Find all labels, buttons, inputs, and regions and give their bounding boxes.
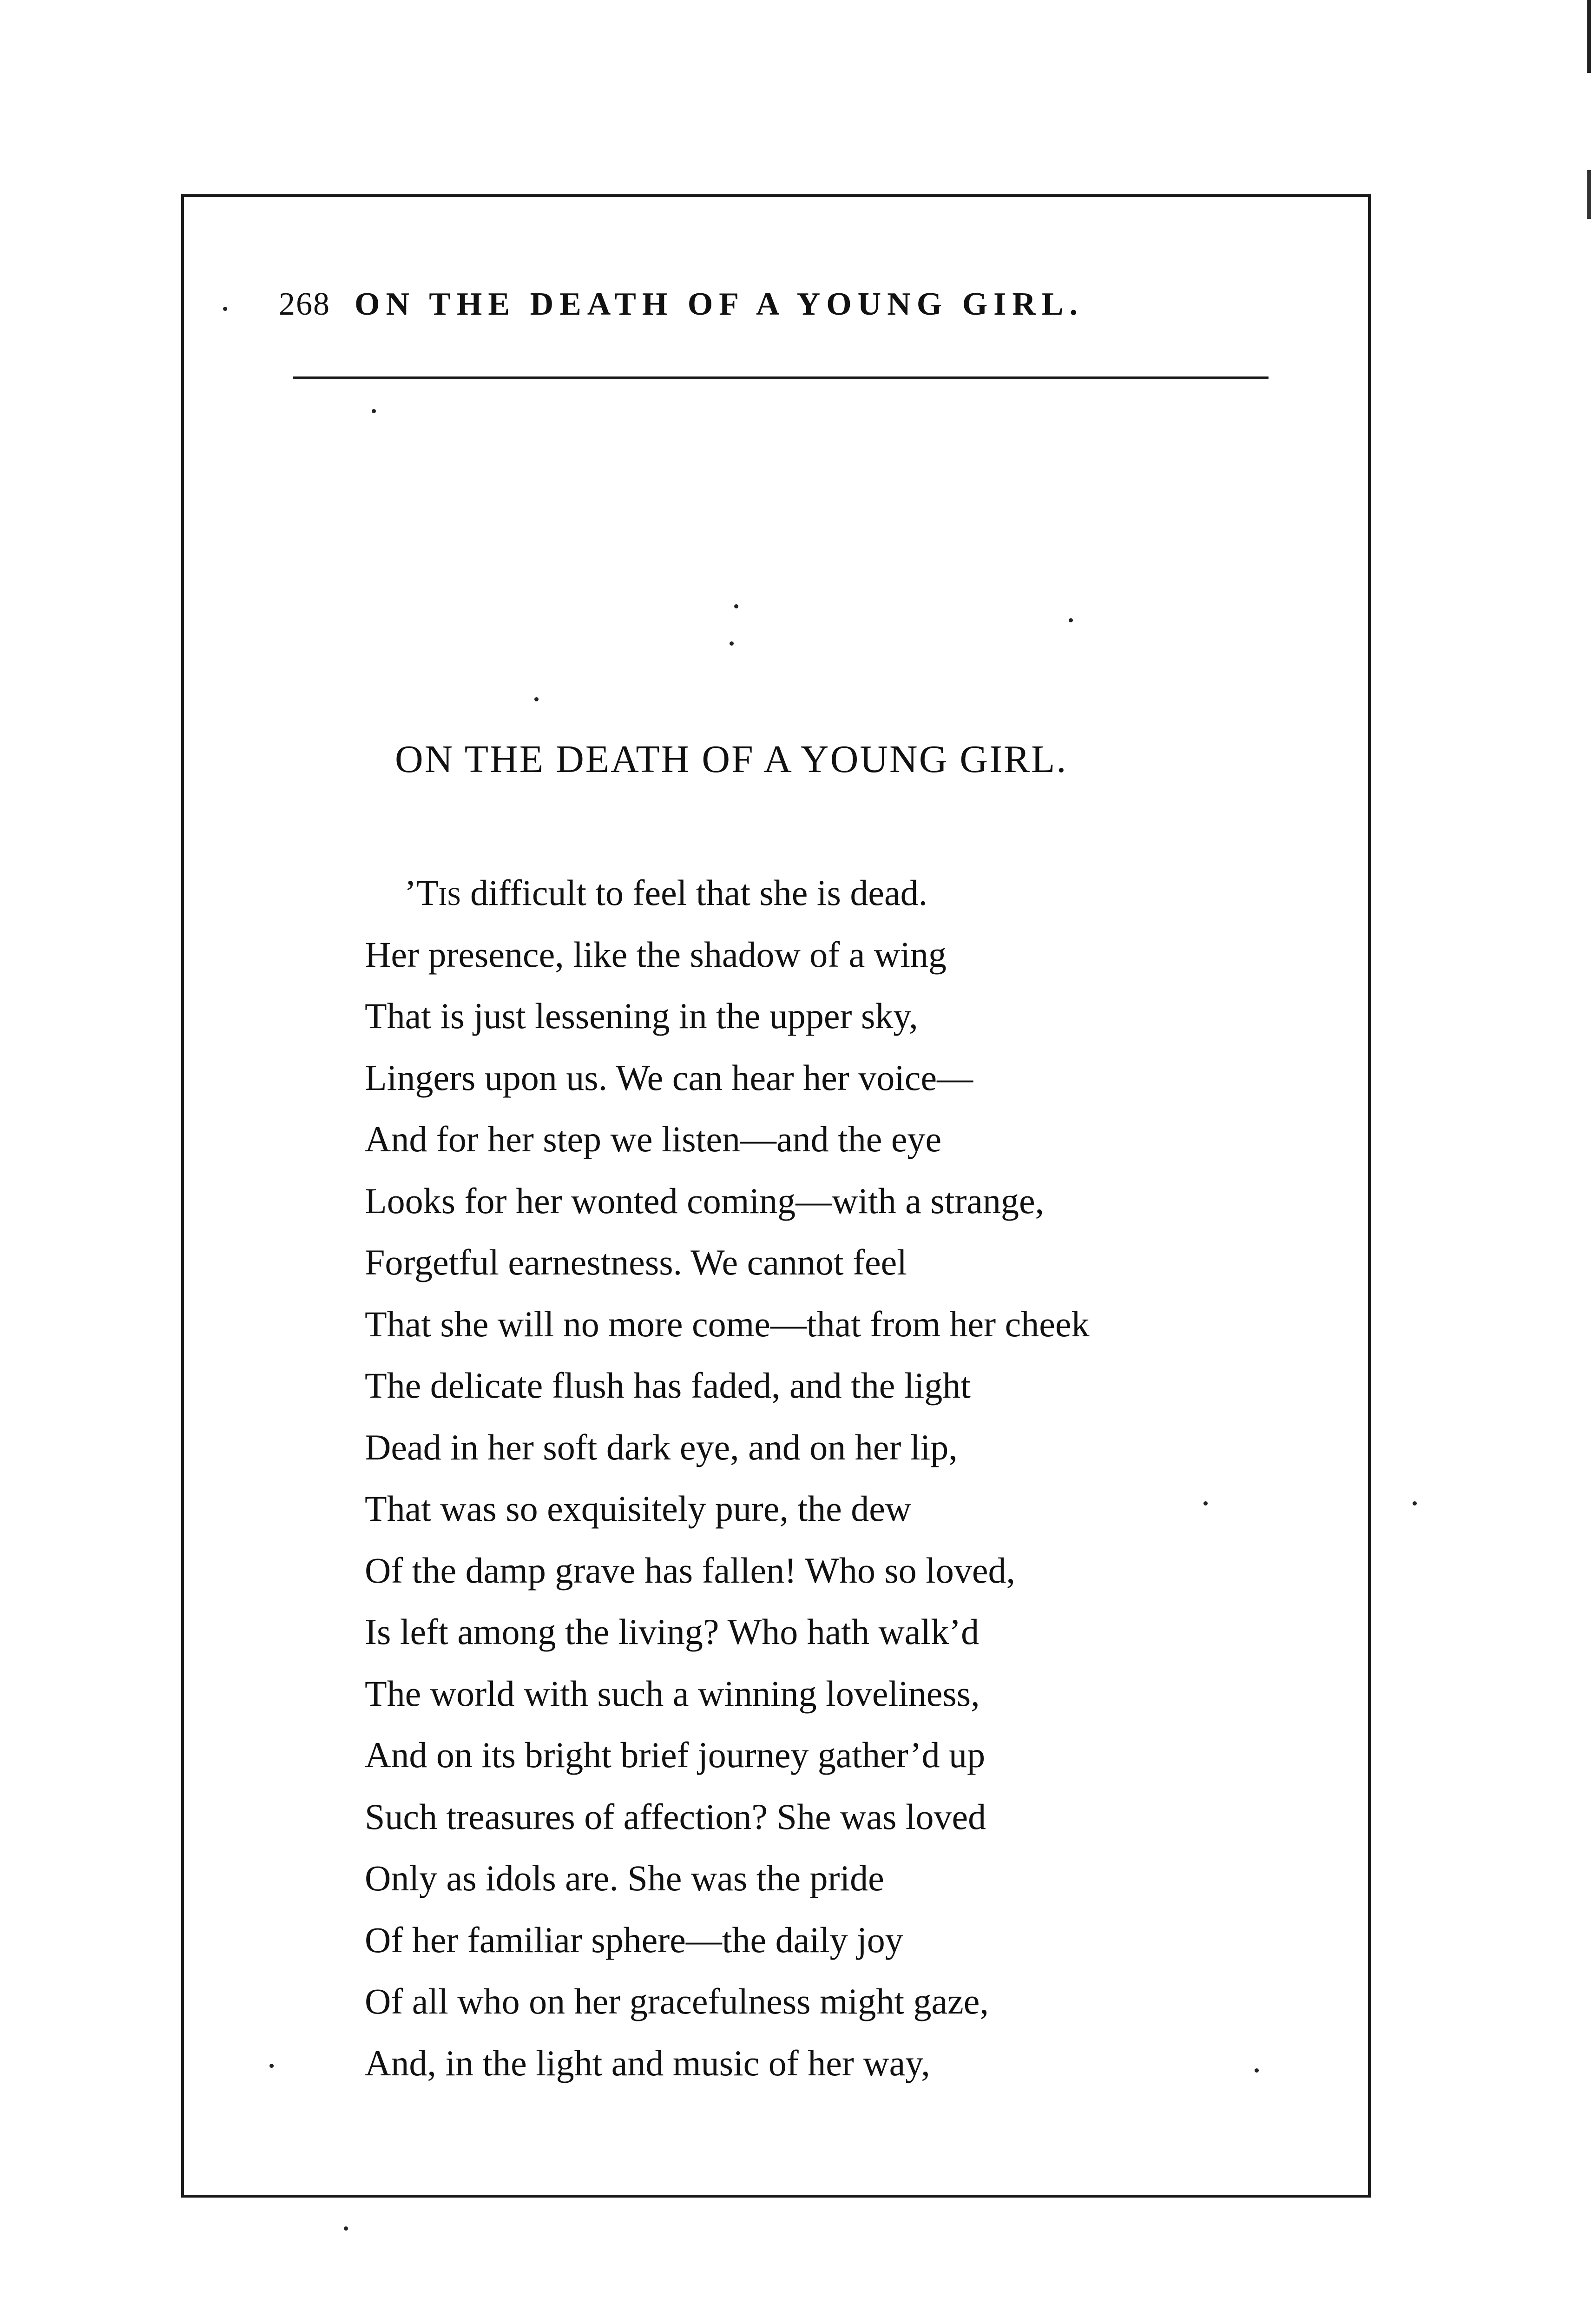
scan-speck <box>734 604 738 608</box>
poem-line: The delicate flush has faded, and the light <box>365 1365 971 1406</box>
poem-line: Forgetful earnestness. We cannot feel <box>365 1242 907 1282</box>
poem-body <box>365 862 1224 2108</box>
poem-line: Such treasures of affection? She was loved <box>365 1796 986 1837</box>
first-line-rest: difficult to feel that she is dead. <box>461 872 928 913</box>
poem-line: And on its bright brief journey gather’d up <box>365 1735 986 1775</box>
page-number: 268 <box>279 286 330 322</box>
poem-title: ON THE DEATH OF A YOUNG GIRL. <box>395 738 1068 781</box>
poem-line: Looks for her wonted coming—with a strange, <box>365 1180 1045 1221</box>
poem-line: Lingers upon us. We can hear her voice— <box>365 1057 973 1098</box>
scan-speck <box>344 2226 348 2231</box>
scan-speck <box>372 409 376 413</box>
running-head-title: ON THE DEATH OF A YOUNG GIRL. <box>355 286 1084 322</box>
poem-line: Of the damp grave has fallen! Who so loved, <box>365 1550 1015 1591</box>
poem-line: The world with such a winning loveliness, <box>365 1673 980 1714</box>
scan-speck <box>1255 2068 1259 2073</box>
poem-line: Dead in her soft dark eye, and on her lip, <box>365 1426 958 1467</box>
poem-line: And for her step we listen—and the eye <box>365 1119 942 1159</box>
scan-speck <box>534 697 539 701</box>
poem-line: Of her familiar sphere—the daily joy <box>365 1919 903 1960</box>
poem-line: Only as idols are. She was the pride <box>365 1858 884 1898</box>
poem-line: And, in the light and music of her way, <box>365 2042 930 2083</box>
poem-line: That was so exquisitely pure, the dew <box>365 1488 912 1529</box>
poem-line: Her presence, like the shadow of a wing <box>365 934 947 975</box>
running-head <box>279 286 1278 328</box>
poem-line: Of all who on her gracefulness might gaze, <box>365 1981 989 2021</box>
poem-line <box>365 862 1224 924</box>
scan-speck <box>223 307 227 311</box>
poem-line: That is just lessening in the upper sky, <box>365 996 918 1036</box>
scan-speck <box>1069 618 1073 622</box>
scan-speck <box>730 641 734 646</box>
scan-speck <box>1203 1501 1208 1505</box>
first-word: ’Tis <box>404 872 461 913</box>
header-rule <box>293 376 1269 379</box>
scan-speck <box>1413 1501 1417 1505</box>
scan-speck <box>270 2064 274 2068</box>
poem-line: Is left among the living? Who hath walk’d <box>365 1611 980 1652</box>
poem-line: That she will no more come—that from her cheek <box>365 1303 1090 1344</box>
page-edge-shadow <box>1587 0 1591 2324</box>
